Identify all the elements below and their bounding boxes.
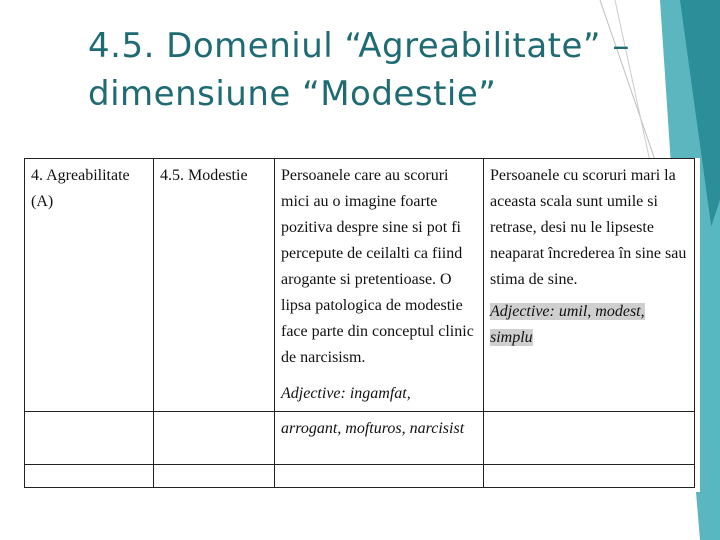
low-score-cell [275, 159, 484, 412]
empty-cell [25, 412, 154, 465]
table-row [25, 465, 695, 488]
high-score-description: Persoanele cu scoruri mari la aceasta scala sunt umile si retrase, desi nu le lipseste neaparat încrederea în sine sau stima de sine. [490, 167, 687, 288]
low-score-adjectives-continued: arrogant, mofturos, narcisist [275, 412, 484, 465]
high-score-cell [484, 159, 695, 412]
domain-cell: 4. Agreabilitate (A) [25, 159, 154, 412]
slide-title [88, 22, 648, 118]
personality-table [24, 158, 695, 488]
table-row [25, 159, 695, 412]
high-score-adjectives-line2: simplu [490, 329, 533, 346]
low-score-adjectives: Adjective: ingamfat, [281, 385, 411, 402]
document-table-image [24, 158, 700, 492]
high-score-adjectives-line1: Adjective: umil, modest, [490, 303, 645, 320]
empty-cell [484, 412, 695, 465]
slide-title-line2: dimensiune “Modestie” [88, 74, 497, 114]
empty-cell [154, 412, 275, 465]
low-score-description: Persoanele care au scoruri mici au o imagine foarte pozitiva despre sine si pot fi percepute de ceilalti ca fiind arogante si pretentioase. O lipsa patologica de modestie face parte din conceptul clinic de narcisism. [281, 167, 474, 366]
facet-cell: 4.5. Modestie [154, 159, 275, 412]
slide-title-line1: 4.5. Domeniul “Agreabilitate” – [88, 26, 630, 66]
table-row [25, 412, 695, 465]
